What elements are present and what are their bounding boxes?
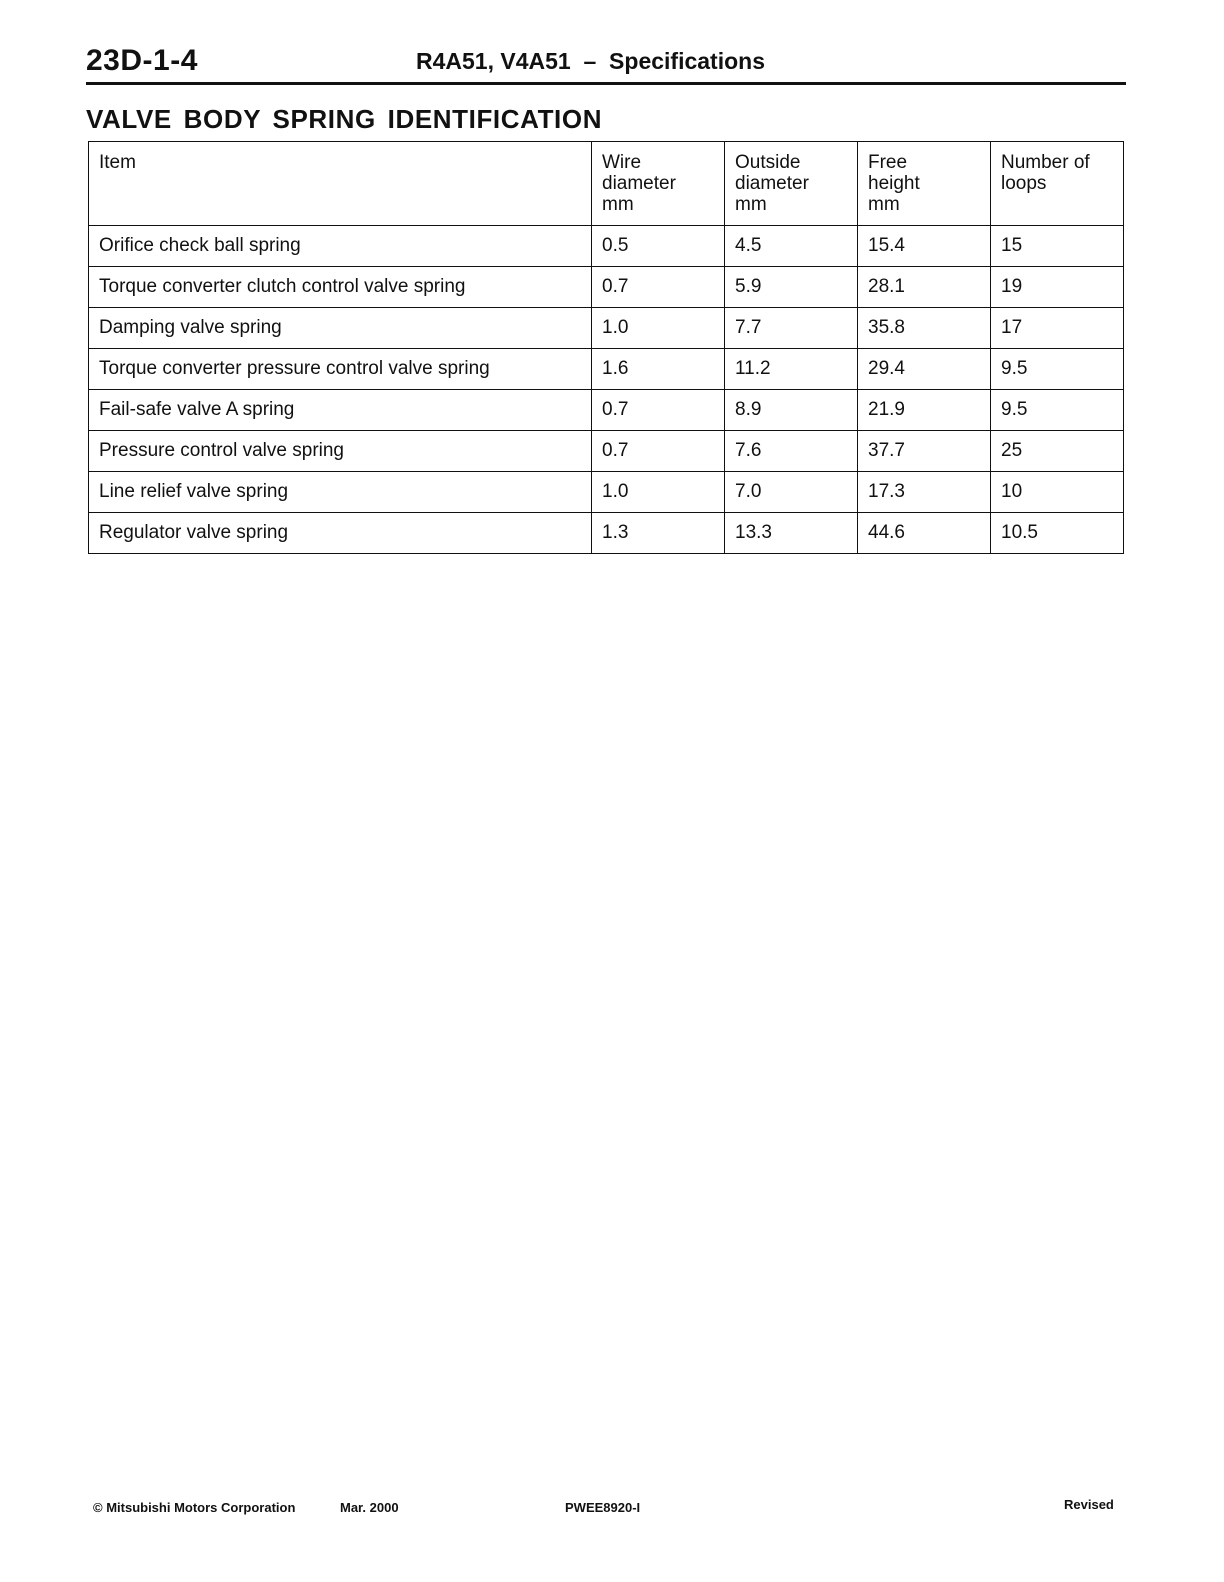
column-header: Number of loops <box>991 142 1124 226</box>
table-row <box>89 431 1124 472</box>
value-cell: 15 <box>991 226 1124 267</box>
table-body <box>89 226 1124 554</box>
value-cell: 17 <box>991 308 1124 349</box>
footer-status: Revised <box>1064 1497 1114 1512</box>
value-cell: 0.5 <box>592 226 725 267</box>
spring-spec-table <box>88 141 1124 554</box>
table-row <box>89 349 1124 390</box>
column-header: Wire diameter mm <box>592 142 725 226</box>
item-cell: Torque converter clutch control valve spring <box>89 267 592 308</box>
value-cell: 1.0 <box>592 472 725 513</box>
value-cell: 7.6 <box>725 431 858 472</box>
value-cell: 7.7 <box>725 308 858 349</box>
table-row <box>89 308 1124 349</box>
table-row <box>89 513 1124 554</box>
item-cell: Pressure control valve spring <box>89 431 592 472</box>
value-cell: 0.7 <box>592 431 725 472</box>
value-cell: 1.6 <box>592 349 725 390</box>
item-cell: Damping valve spring <box>89 308 592 349</box>
value-cell: 19 <box>991 267 1124 308</box>
value-cell: 21.9 <box>858 390 991 431</box>
value-cell: 37.7 <box>858 431 991 472</box>
item-cell: Torque converter pressure control valve spring <box>89 349 592 390</box>
value-cell: 10.5 <box>991 513 1124 554</box>
table-row <box>89 226 1124 267</box>
item-cell: Regulator valve spring <box>89 513 592 554</box>
page-header <box>86 44 1126 85</box>
value-cell: 1.0 <box>592 308 725 349</box>
table-row <box>89 472 1124 513</box>
column-header: Outside diameter mm <box>725 142 858 226</box>
table-header-row <box>89 142 1124 226</box>
value-cell: 0.7 <box>592 267 725 308</box>
column-header: Item <box>89 142 592 226</box>
footer-copyright: © Mitsubishi Motors Corporation <box>93 1500 296 1515</box>
value-cell: 1.3 <box>592 513 725 554</box>
footer-date: Mar. 2000 <box>340 1500 399 1515</box>
value-cell: 8.9 <box>725 390 858 431</box>
section-title: VALVE BODY SPRING IDENTIFICATION <box>86 104 603 134</box>
value-cell: 28.1 <box>858 267 991 308</box>
table-row <box>89 267 1124 308</box>
value-cell: 10 <box>991 472 1124 513</box>
value-cell: 35.8 <box>858 308 991 349</box>
value-cell: 25 <box>991 431 1124 472</box>
value-cell: 9.5 <box>991 349 1124 390</box>
value-cell: 15.4 <box>858 226 991 267</box>
item-cell: Orifice check ball spring <box>89 226 592 267</box>
page-number: 23D-1-4 <box>86 44 198 77</box>
table-row <box>89 390 1124 431</box>
value-cell: 9.5 <box>991 390 1124 431</box>
value-cell: 0.7 <box>592 390 725 431</box>
item-cell: Line relief valve spring <box>89 472 592 513</box>
column-header: Free height mm <box>858 142 991 226</box>
value-cell: 5.9 <box>725 267 858 308</box>
value-cell: 17.3 <box>858 472 991 513</box>
footer-doc-id: PWEE8920-I <box>565 1500 641 1515</box>
value-cell: 7.0 <box>725 472 858 513</box>
value-cell: 4.5 <box>725 226 858 267</box>
value-cell: 44.6 <box>858 513 991 554</box>
value-cell: 13.3 <box>725 513 858 554</box>
page-heading: R4A51, V4A51 – Specifications <box>416 48 765 74</box>
value-cell: 29.4 <box>858 349 991 390</box>
value-cell: 11.2 <box>725 349 858 390</box>
item-cell: Fail-safe valve A spring <box>89 390 592 431</box>
